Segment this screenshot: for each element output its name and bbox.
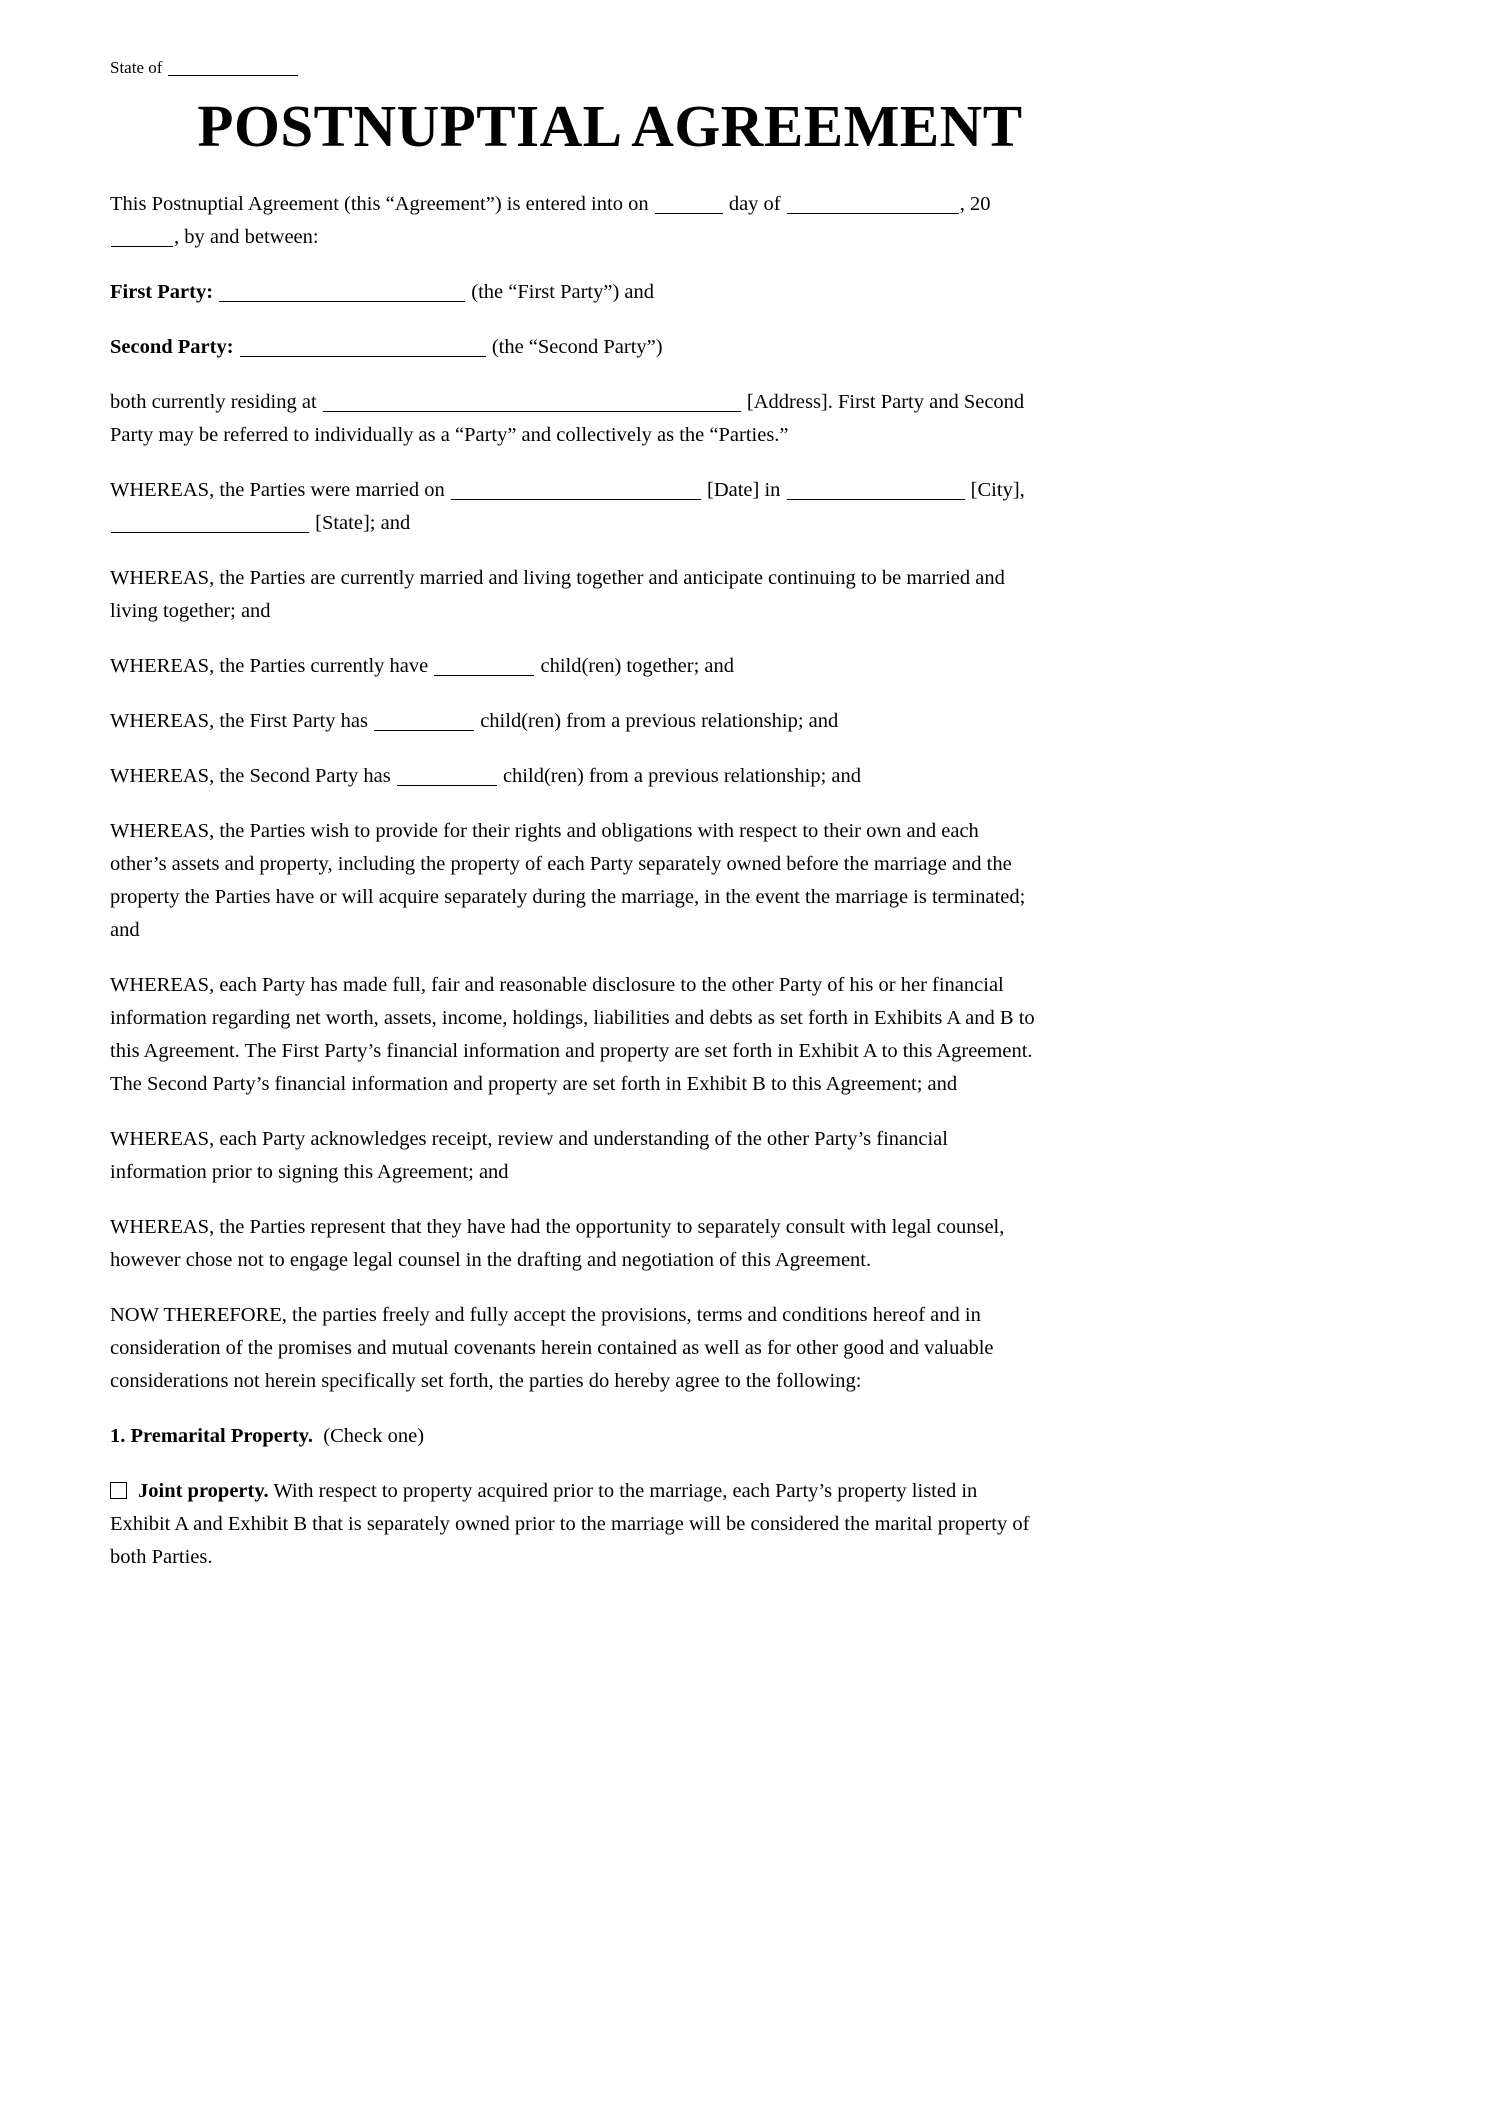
married-text-a: WHEREAS, the Parties were married on <box>110 479 445 502</box>
recital-legal-counsel: WHEREAS, the Parties represent that they have had the opportunity to separately consult with legal counsel, however chose not to engage legal counsel in the drafting and negotiation of this Agreement. <box>110 1216 1005 1272</box>
section-1-heading <box>110 1420 1036 1453</box>
children-together-blank[interactable] <box>434 656 534 676</box>
year-blank[interactable] <box>111 227 173 247</box>
address-blank[interactable] <box>323 392 741 412</box>
children-second-text-a: WHEREAS, the Second Party has <box>110 765 391 788</box>
second-party-blank[interactable] <box>240 337 486 357</box>
day-blank[interactable] <box>655 194 723 214</box>
month-blank[interactable] <box>787 194 959 214</box>
recital-children-second-party <box>110 760 1036 793</box>
children-first-text-a: WHEREAS, the First Party has <box>110 710 368 733</box>
first-party-label: First Party: <box>110 281 214 304</box>
second-party-suffix: (the “Second Party”) <box>491 336 663 359</box>
married-text-b: [Date] in <box>707 479 781 502</box>
recital-rights-obligations: WHEREAS, the Parties wish to provide for their rights and obligations with respect to their own and each other’s assets and property, including the property of each Party separately owned before the marriage and the property the Parties have or will acquire separately during the marriage, in the event the marriage is terminated; and <box>110 820 1026 942</box>
second-party-line <box>110 331 1036 364</box>
married-text-d: [State]; and <box>315 512 411 535</box>
intro-text-d: , by and between: <box>174 226 319 249</box>
recital-married <box>110 474 1036 540</box>
marriage-date-blank[interactable] <box>451 480 701 500</box>
first-party-blank[interactable] <box>219 282 465 302</box>
second-party-label: Second Party: <box>110 336 234 359</box>
option-joint-property-text: With respect to property acquired prior to the marriage, each Party’s property listed in Exhibit A and Exhibit B that is separately owned prior to the marriage will be considered the marital property of both Parties. <box>110 1480 1030 1569</box>
page-title: POSTNUPTIAL AGREEMENT <box>197 93 1023 160</box>
intro-text-c: , 20 <box>959 193 991 216</box>
recital-children-together <box>110 650 1036 683</box>
children-second-blank[interactable] <box>397 766 497 786</box>
state-of-line <box>110 58 1036 78</box>
first-party-suffix: (the “First Party”) and <box>471 281 655 304</box>
document-body <box>110 188 1036 1574</box>
residing-paragraph <box>110 386 1036 452</box>
children-second-text-b: child(ren) from a previous relationship; and <box>502 765 862 788</box>
option-joint-property-label: Joint property. <box>138 1480 269 1503</box>
married-text-c: [City], <box>970 479 1025 502</box>
children-together-text-b: child(ren) together; and <box>540 655 735 678</box>
document-content <box>110 0 1036 1574</box>
now-therefore-paragraph: NOW THEREFORE, the parties freely and fully accept the provisions, terms and conditions hereof and in consideration of the promises and mutual covenants herein contained as well as for other good and valuable considerations not herein specifically set forth, the parties do hereby agree to the following: <box>110 1304 994 1393</box>
intro-text-b: day of <box>728 193 781 216</box>
section-1-instruction: (Check one) <box>323 1425 425 1448</box>
residing-text-b: [Address]. First Party and Second Party may be referred to individually as a “Party” and collectively as the “Parties.” <box>110 391 1025 447</box>
children-first-blank[interactable] <box>374 711 474 731</box>
recital-disclosure: WHEREAS, each Party has made full, fair and reasonable disclosure to the other Party of his or her financial information regarding net worth, assets, income, holdings, liabilities and debts as set forth in Exhibits A and B to this Agreement. The First Party’s financial information and property are set forth in Exhibit A to this Agreement. The Second Party’s financial information and property are set forth in Exhibit B to this Agreement; and <box>110 974 1035 1096</box>
state-of-blank[interactable] <box>168 59 298 76</box>
intro-paragraph <box>110 188 1036 254</box>
recital-acknowledges: WHEREAS, each Party acknowledges receipt, review and understanding of the other Party’s financial information prior to signing this Agreement; and <box>110 1128 948 1184</box>
section-1-title: 1. Premarital Property. <box>110 1425 314 1448</box>
state-of-label: State of <box>110 58 163 77</box>
checkbox-joint-property[interactable] <box>110 1482 127 1499</box>
recital-living-together: WHEREAS, the Parties are currently married and living together and anticipate continuing to be married and living together; and <box>110 567 1005 623</box>
option-joint-property <box>110 1475 1036 1574</box>
first-party-line <box>110 276 1036 309</box>
intro-text-a: This Postnuptial Agreement (this “Agreement”) is entered into on <box>110 193 649 216</box>
children-together-text-a: WHEREAS, the Parties currently have <box>110 655 429 678</box>
residing-text-a: both currently residing at <box>110 391 317 414</box>
children-first-text-b: child(ren) from a previous relationship; and <box>480 710 839 733</box>
recital-children-first-party <box>110 705 1036 738</box>
marriage-city-blank[interactable] <box>787 480 965 500</box>
marriage-state-blank[interactable] <box>111 513 309 533</box>
